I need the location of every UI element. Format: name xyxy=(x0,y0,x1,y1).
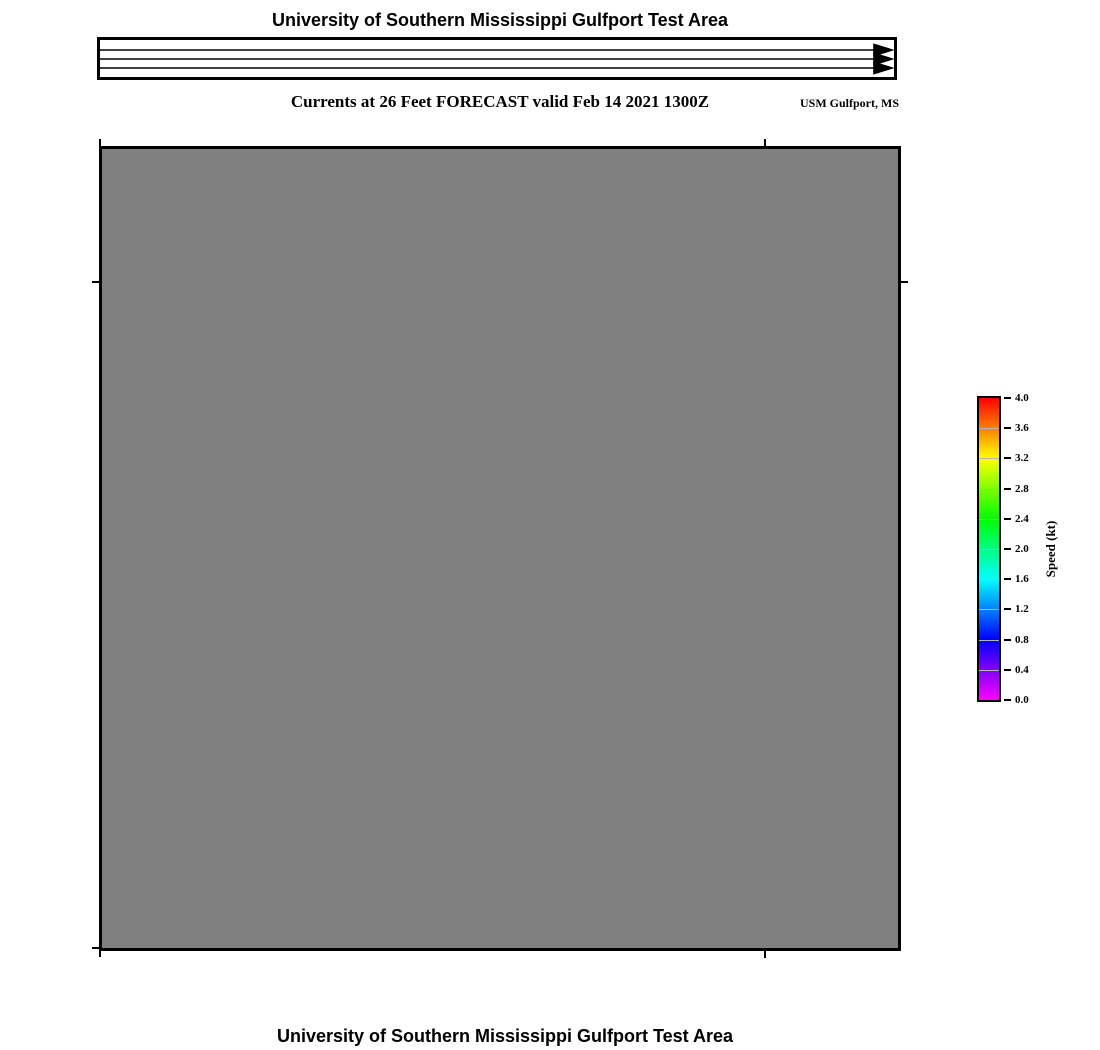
plot-title: University of Southern Mississippi Gulfport Test Area xyxy=(271,10,729,30)
colorbar-tick xyxy=(1004,639,1011,641)
colorbar-tick-label: 2.4 xyxy=(1015,513,1029,525)
axis-tick-left xyxy=(92,281,99,283)
colorbar-tick-label: 1.2 xyxy=(1015,603,1029,615)
colorbar-gridline xyxy=(979,428,999,429)
colorbar-title: Speed (kt) xyxy=(1043,520,1058,578)
colorbar-tick xyxy=(1004,669,1011,671)
arrow-scale-legend xyxy=(97,37,897,80)
colorbar-tick-label: 3.6 xyxy=(1015,422,1029,434)
colorbar-tick-label: 1.6 xyxy=(1015,573,1029,585)
colorbar-gridline xyxy=(979,549,999,550)
colorbar-tick xyxy=(1004,488,1011,490)
colorbar-tick xyxy=(1004,699,1011,701)
colorbar-tick-label: 3.2 xyxy=(1015,452,1029,464)
colorbar-tick-label: 4.0 xyxy=(1015,392,1029,404)
colorbar-tick-label: 0.4 xyxy=(1015,664,1029,676)
colorbar-tick xyxy=(1004,518,1011,520)
colorbar-tick-label: 2.8 xyxy=(1015,483,1029,495)
colorbar-tick xyxy=(1004,548,1011,550)
axis-tick-bottom-corner-h xyxy=(92,947,99,949)
colorbar-gridline xyxy=(979,640,999,641)
axis-tick-bottom-corner-v xyxy=(99,951,101,957)
axis-tick-top-corner xyxy=(99,139,101,146)
colorbar-gridline xyxy=(979,519,999,520)
colorbar-tick xyxy=(1004,608,1011,610)
axis-tick-right xyxy=(901,281,908,283)
colorbar-tick-label: 0.8 xyxy=(1015,634,1029,646)
colorbar-gridline xyxy=(979,609,999,610)
colorbar-tick-label: 2.0 xyxy=(1015,543,1029,555)
colorbar-tick xyxy=(1004,457,1011,459)
axis-tick-bottom xyxy=(764,951,766,958)
colorbar-gridline xyxy=(979,489,999,490)
colorbar-tick xyxy=(1004,578,1011,580)
forecast-subtitle: Currents at 26 Feet FORECAST valid Feb 14 2021 1300Z xyxy=(290,92,710,111)
station-label: USM Gulfport, MS xyxy=(800,96,899,110)
map-area xyxy=(99,146,901,951)
colorbar-gridline xyxy=(979,458,999,459)
colorbar-tick-label: 0.0 xyxy=(1015,694,1029,706)
colorbar xyxy=(977,396,1001,702)
colorbar-tick xyxy=(1004,427,1011,429)
footer-title: University of Southern Mississippi Gulfport Test Area xyxy=(276,1026,734,1046)
colorbar-gridline xyxy=(979,579,999,580)
axis-tick-top xyxy=(764,139,766,146)
colorbar-gridline xyxy=(979,670,999,671)
colorbar-tick xyxy=(1004,397,1011,399)
